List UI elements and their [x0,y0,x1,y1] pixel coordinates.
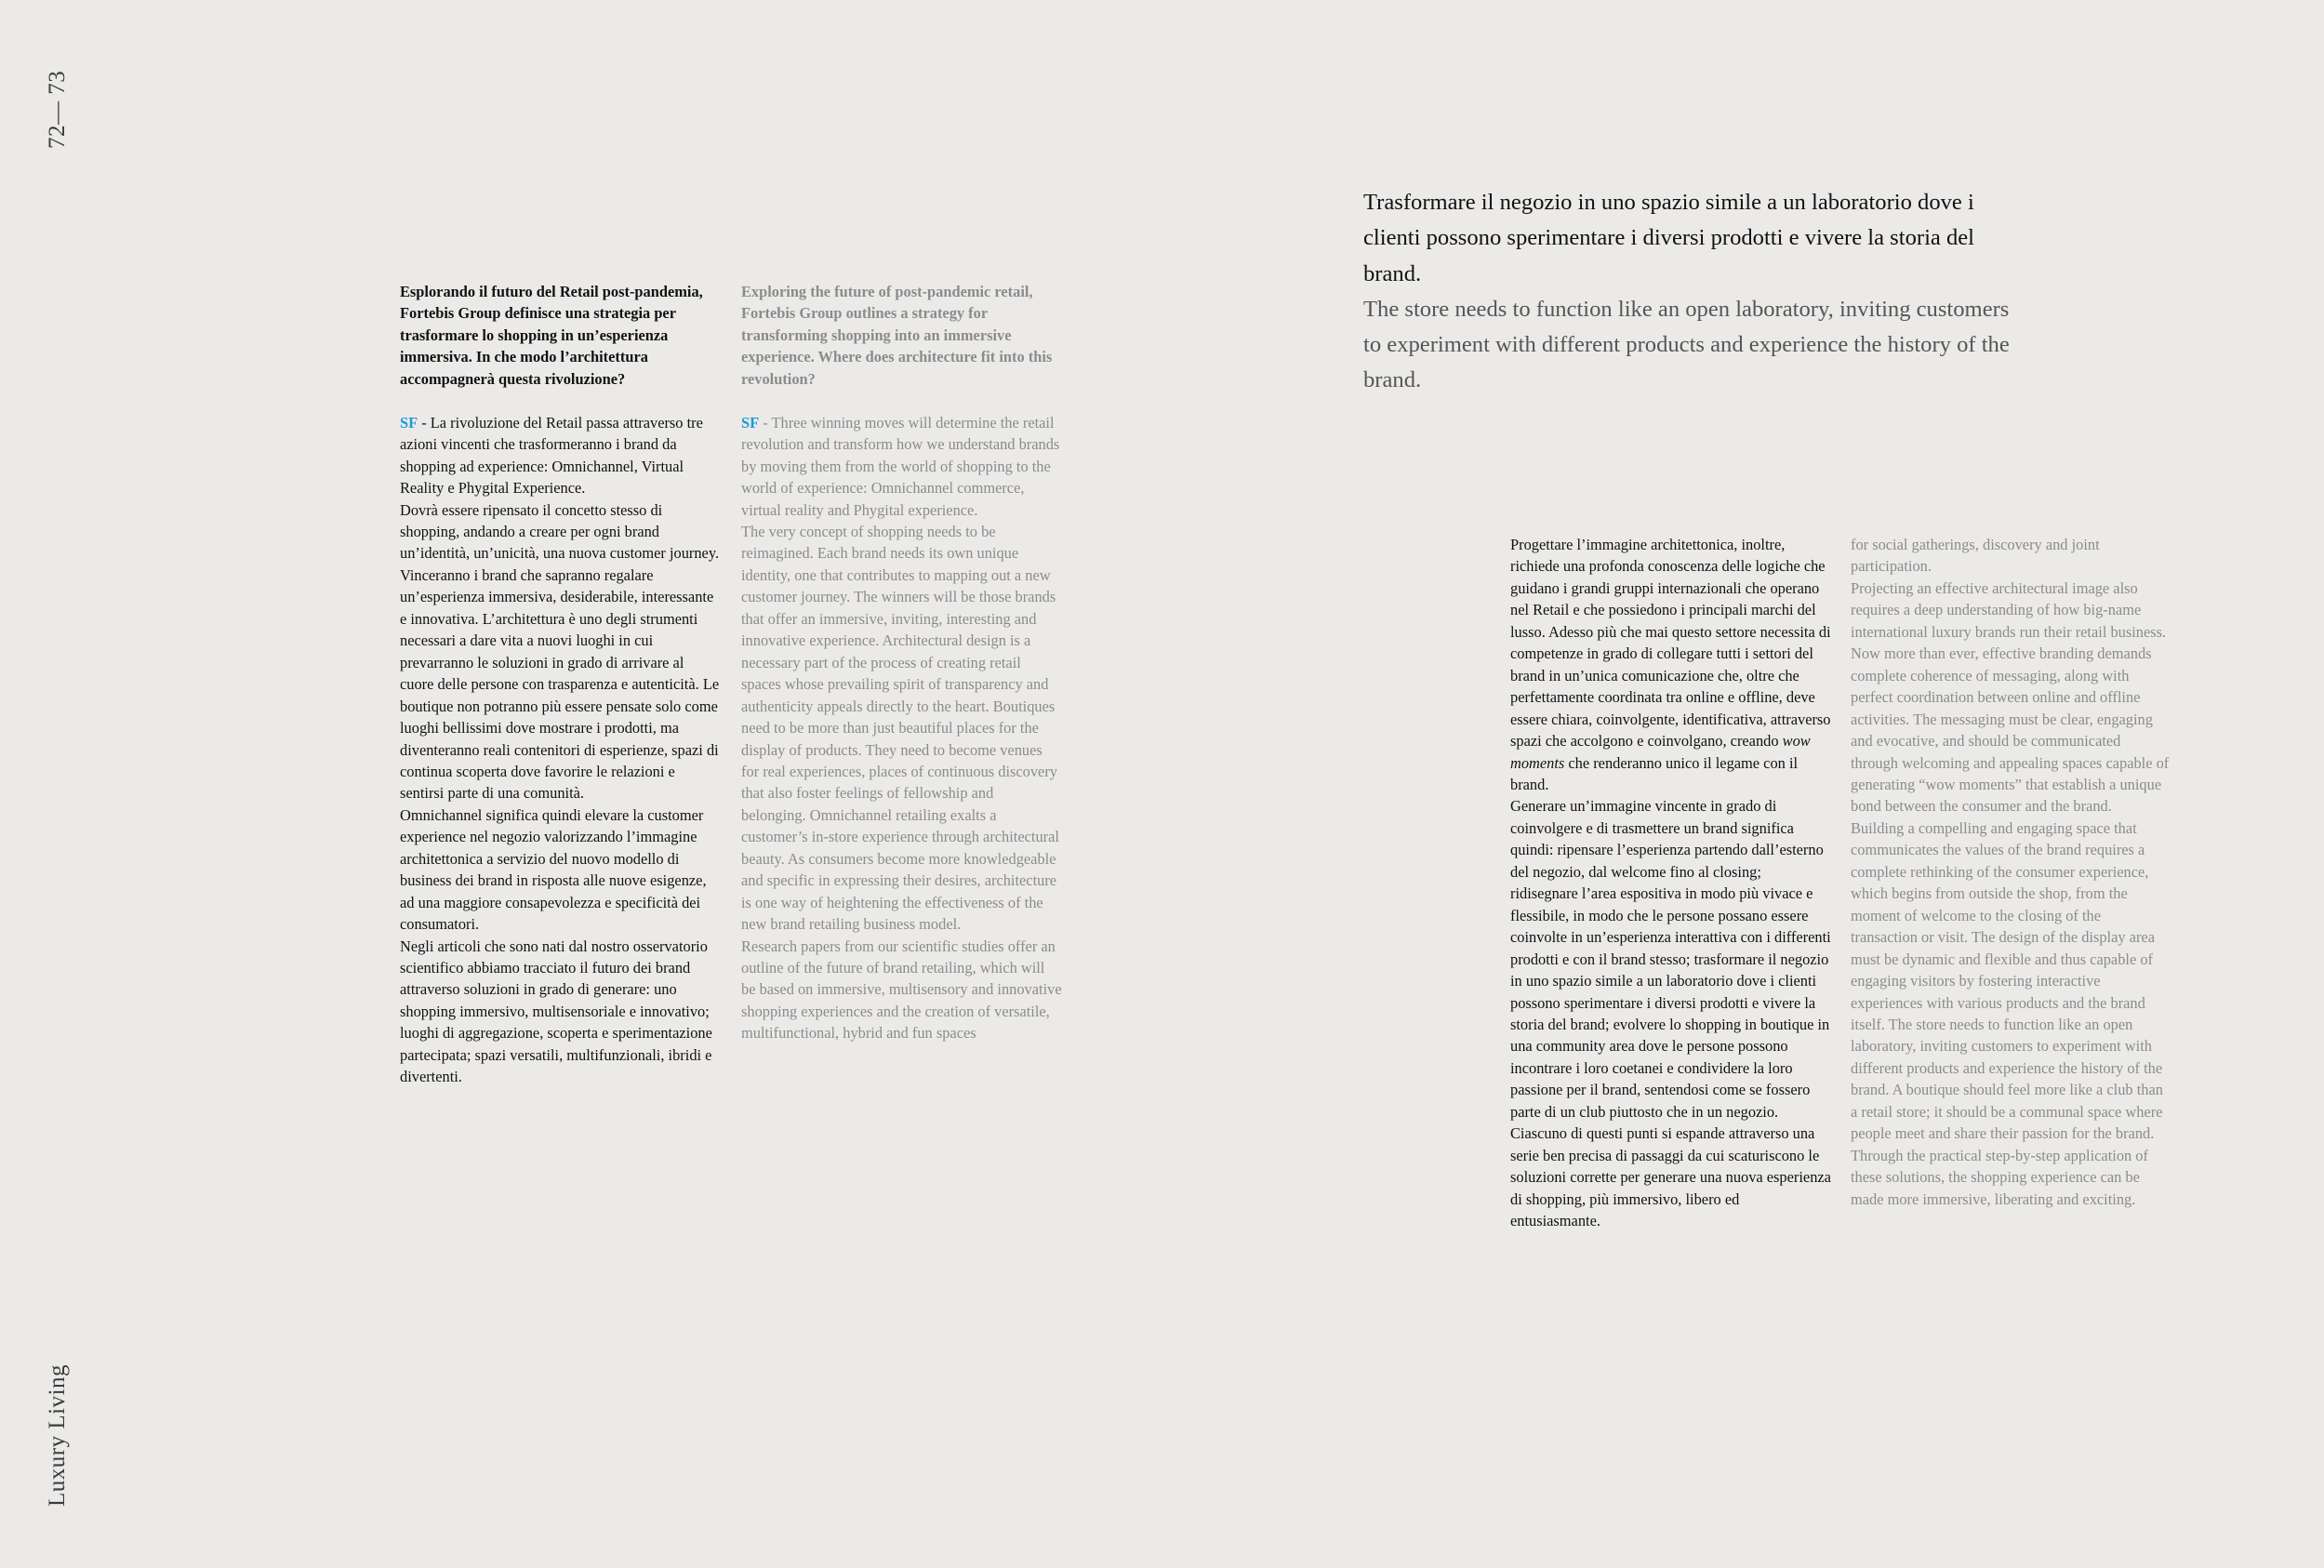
column-italian-right [1510,534,1831,1232]
paragraph: Generare un’immagine vincente in grado di coinvolgere e di trasmettere un brand significa quindi: ripensare l’esperienza partendo dall’esterno del negozio, dal welcome fino al closing; ridisegnare l’area espositiva in modo più vivace e flessibile, in modo che le persone possano essere coinvolte in un’esperienza interattiva con i differenti prodotti e con il brand stesso; trasformare il negozio in uno spazio simile a un laboratorio dove i clienti possono sperimentare i diversi prodotti e vivere la storia del brand; evolvere lo shopping in boutique in una community area dove le persone possono incontrare i loro coetanei e condividere la loro passione per il brand, sentendosi come se fossero parte di un club piuttosto che in un negozio. [1510,797,1831,1121]
speaker-initials: SF [400,413,418,432]
emphasis-text: wow moments [1510,732,1811,772]
paragraph: The very concept of shopping needs to be reimagined. Each brand needs its own unique identity, one that contributes to mapping out a new customer journey. The winners will be those brands that offer an immersive, inviting, interesting and innovative experience. Architectural design is a necessary part of the process of creating retail spaces whose prevailing spirit of transparency and authenticity appeals directly to the heart. Boutiques need to be more than just beautiful places for the display of products. They need to become venues for real experiences, places of continuous discovery that also foster feelings of fellowship and belonging. Omnichannel retailing exalts a customer’s in-store experience through architectural beauty. As consumers become more knowledgeable and specific in expressing their desires, architecture is one way of heightening the effectiveness of the new brand retailing business model. [741,522,1059,934]
speaker-initials: SF [741,413,760,432]
interview-question-italian: Esplorando il futuro del Retail post-pandemia, Fortebis Group definisce una strategia per trasformare lo shopping in un’esperienza immersiva. In che modo l’architettura accompagnerà questa rivoluzione? [400,283,703,388]
interview-answer-english-lead [741,412,1062,521]
paragraph: Dovrà essere ripensato il concetto stesso di shopping, andando a creare per ogni brand un’identità, un’unicità, una nuova customer journey. Vinceranno i brand che sapranno regalare un’esperienza immersiva, desiderabile, interessante e innovativa. L’architettura è uno degli strumenti necessari a dare vita a nuovi luoghi in cui prevarranno le soluzioni in grado di arrivare al cuore delle persone con trasparenza e autenticità. Le boutique non potranno più essere pensate solo come luoghi bellissimi dove mostrare i prodotti, ma diventeranno reali contenitori di esperienze, spazi di continua scoperta dove favorire le relazioni e sentirsi parte di una comunità. [400,500,720,803]
column-english-right [1851,534,2171,1210]
pull-quote-italian: Trasformare il negozio in uno spazio simile a un laboratorio dove i clienti possono sperimentare i diversi prodotti e vivere la storia del brand. [1363,190,1975,286]
paragraph: Research papers from our scientific studies offer an outline of the future of brand retailing, which will be based on immersive, multisensory and innovative shopping experiences and the creation of versatile, multifunctional, hybrid and fun spaces [741,937,1062,1043]
paragraph [1510,534,1831,795]
paragraph: Building a compelling and engaging space that communicates the values of the brand requires a complete rethinking of the consumer experience, which begins from outside the shop, from the moment of welcome to the closing of the transaction or visit. The design of the display area must be dynamic and flexible and thus capable of engaging visitors by fostering interactive experiences with various products and the brand itself. The store needs to function like an open laboratory, inviting customers to experiment with different products and experience the history of the brand. A boutique should feel more like a club than a retail store; it should be a communal space where people meet and share their passion for the brand. [1851,818,2163,1143]
paragraph: Omnichannel significa quindi elevare la customer experience nel negozio valorizzando l’immagine architettonica a servizio del nuovo modello di business dei brand in risposta alle nuove esigenze, ad una maggiore consapevolezza e specificità dei consumatori. [400,805,707,934]
column-english-left [741,281,1062,1044]
interview-question-english: Exploring the future of post-pandemic retail, Fortebis Group outlines a strategy for transforming shopping into an immersive experience. Where does architecture fit into this revolution? [741,283,1053,388]
paragraph: Projecting an effective architectural image also requires a deep understanding of how big-name international luxury brands run their retail business. Now more than ever, effective branding demands complete coherence of messaging, along with perfect coordination between online and offline activities. The messaging must be clear, engaging and evocative, and should be communicated through welcoming and appealing spaces capable of generating “wow moments” that establish a unique bond between the consumer and the brand. [1851,578,2170,816]
paragraph-text: che renderanno unico il legame con il brand. [1510,753,1799,793]
pull-quote [1363,185,2014,399]
page-numbers: 72— 73 [45,70,70,149]
paragraph: for social gatherings, discovery and joint participation. [1851,536,2100,576]
paragraph: Through the practical step-by-step application of these solutions, the shopping experience can be made more immersive, liberating and exciting. [1851,1146,2148,1208]
paragraph: Negli articoli che sono nati dal nostro osservatorio scientifico abbiamo tracciato il futuro dei brand attraverso soluzioni in grado di generare: uno shopping immersivo, multisensoriale e innovativo; luoghi di aggregazione, scoperta e sperimentazione partecipata; spazi versatili, multifunzionali, ibridi e divertenti. [400,937,712,1086]
paragraph: Ciascuno di questi punti si espande attraverso una serie ben precisa di passaggi da cui scaturiscono le soluzioni corrette per generare una nuova esperienza di shopping, più immersivo, libero ed entusiasmante. [1510,1124,1831,1230]
section-name: Luxury Living [45,1363,70,1507]
pull-quote-english: The store needs to function like an open laboratory, inviting customers to experiment with different products and experience the history of the brand. [1363,296,2010,393]
answer-lead-text: - Three winning moves will determine the retail revolution and transform how we understand brands by moving them from the world of shopping to the world of experience: Omnichannel commerce, virtual reality and Phygital experience. [741,413,1060,519]
answer-lead-text: - La rivoluzione del Retail passa attraverso tre azioni vincenti che trasformeranno i brand da shopping ad experience: Omnichannel, Virtual Reality e Phygital Experience. [400,413,703,498]
interview-answer-italian-lead [400,412,721,499]
column-italian-left [400,281,721,1088]
paragraph-text: Progettare l’immagine architettonica, inoltre, richiede una profonda conoscenza delle logiche che guidano i grandi gruppi internazionali che operano nel Retail e che possiedono i principali marchi del lusso. Adesso più che mai questo settore necessita di competenze in grado di collegare tutti i settori del brand in un’unica comunicazione che, oltre che perfettamente coordinata tra online e offline, deve essere chiara, coinvolgente, identificativa, attraverso spazi che accolgono e coinvolgano, creando [1510,536,1831,751]
